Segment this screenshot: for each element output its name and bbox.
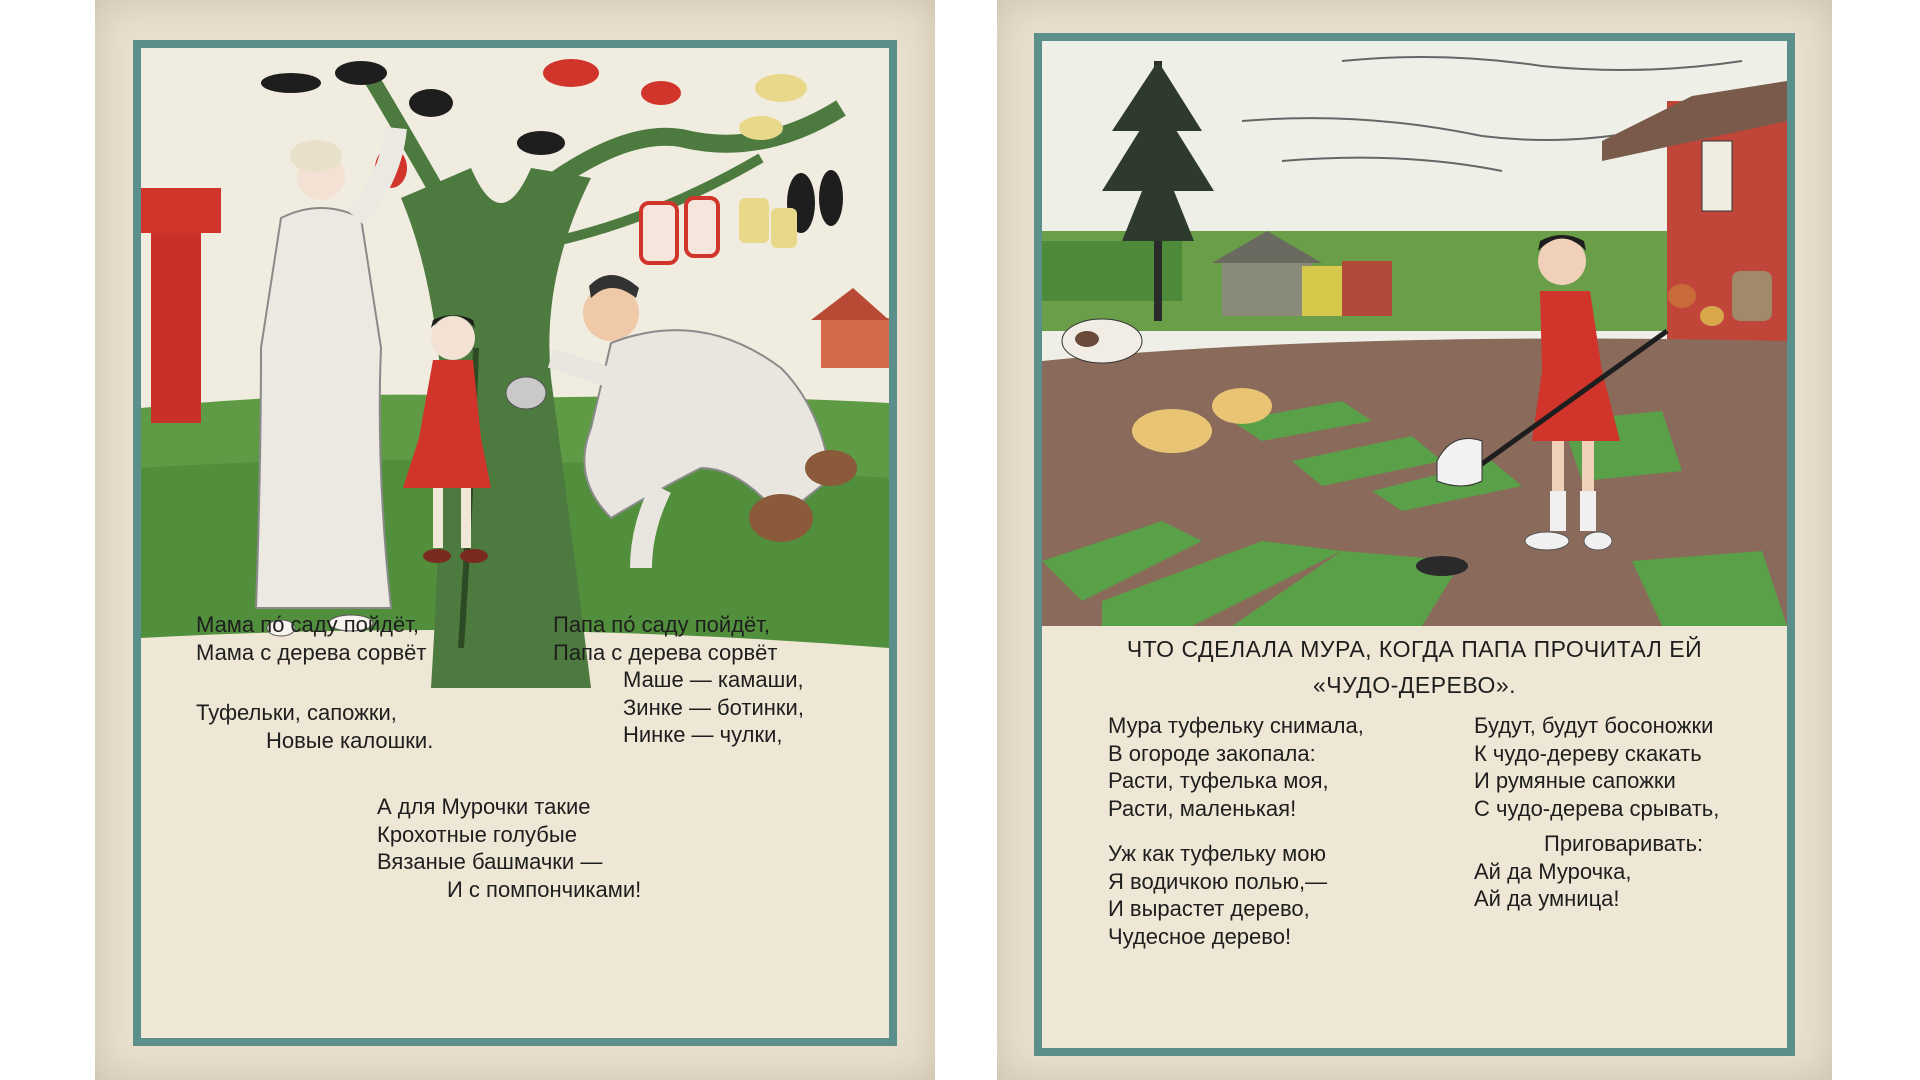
verse-line: С чудо-дерева срывать, — [1474, 795, 1720, 821]
verse-line: Я водичкою полью,— — [1108, 868, 1328, 894]
page-frame-right — [1034, 33, 1795, 1056]
verse-line: В огороде закопала: — [1108, 740, 1316, 766]
verse-line: К чудо-дереву скакать — [1474, 740, 1702, 766]
stanza-mama — [196, 611, 426, 666]
book-page-left — [95, 0, 935, 1080]
verse-line: Уж как туфельку мою — [1108, 841, 1326, 866]
page-heading — [1042, 631, 1787, 703]
column-right — [1474, 712, 1719, 913]
illustration-garden — [1042, 41, 1787, 626]
verse-line: Мама с дерева сорвёт — [196, 639, 427, 665]
verse-line: Мура туфельку снимала, — [1108, 713, 1364, 738]
verse-line: А для Мурочки такие — [377, 794, 591, 819]
heading-line: «ЧУДО-ДЕРЕВО». — [1312, 672, 1517, 698]
verse-line: И с помпончиками! — [447, 876, 642, 902]
verse-line: И румяные сапожки — [1474, 768, 1676, 793]
stanza-mura — [377, 793, 641, 903]
verse-line: И вырастет дерево, — [1108, 896, 1310, 921]
verse-line: Папа с дерева сорвёт — [553, 639, 778, 665]
verse-line: Вязаные башмачки — — [377, 849, 603, 874]
heading-line: ЧТО СДЕЛАЛА МУРА, КОГДА ПАПА ПРОЧИТАЛ ЕЙ — [1126, 636, 1703, 662]
verse-line: Крохотные голубые — [377, 821, 577, 847]
stanza-papa — [553, 611, 804, 749]
verse-line: Приговаривать: — [1544, 831, 1704, 856]
verse-line: Зинке — ботинки, — [623, 694, 804, 720]
verse-line: Ай да Мурочка, — [1474, 858, 1632, 884]
verse-line: Чудесное дерево! — [1108, 923, 1292, 949]
verse-line: Расти, маленькая! — [1108, 795, 1297, 821]
verse-line: Папа по́ саду пойдёт, — [553, 612, 771, 637]
verse-line: Будут, будут босоножки — [1474, 713, 1714, 738]
verse-line: Маше — камаши, — [623, 667, 804, 692]
column-left — [1108, 712, 1364, 950]
verse-line: Туфельки, сапожки, — [196, 700, 397, 725]
verse-line: Нинке — чулки, — [623, 722, 783, 747]
book-page-right — [997, 0, 1832, 1080]
verse-line: Ай да умница! — [1474, 886, 1620, 911]
page-frame-left — [133, 40, 897, 1046]
illustration-shoe-tree — [141, 48, 889, 692]
shoe-tree-picture — [141, 48, 889, 692]
stanza-shoes — [196, 699, 433, 754]
verse-line: Мама по́ саду пойдёт, — [196, 612, 419, 637]
verse-line: Новые калошки. — [266, 727, 434, 753]
verse-line: Расти, туфелька моя, — [1108, 768, 1329, 793]
garden-picture — [1042, 41, 1787, 626]
